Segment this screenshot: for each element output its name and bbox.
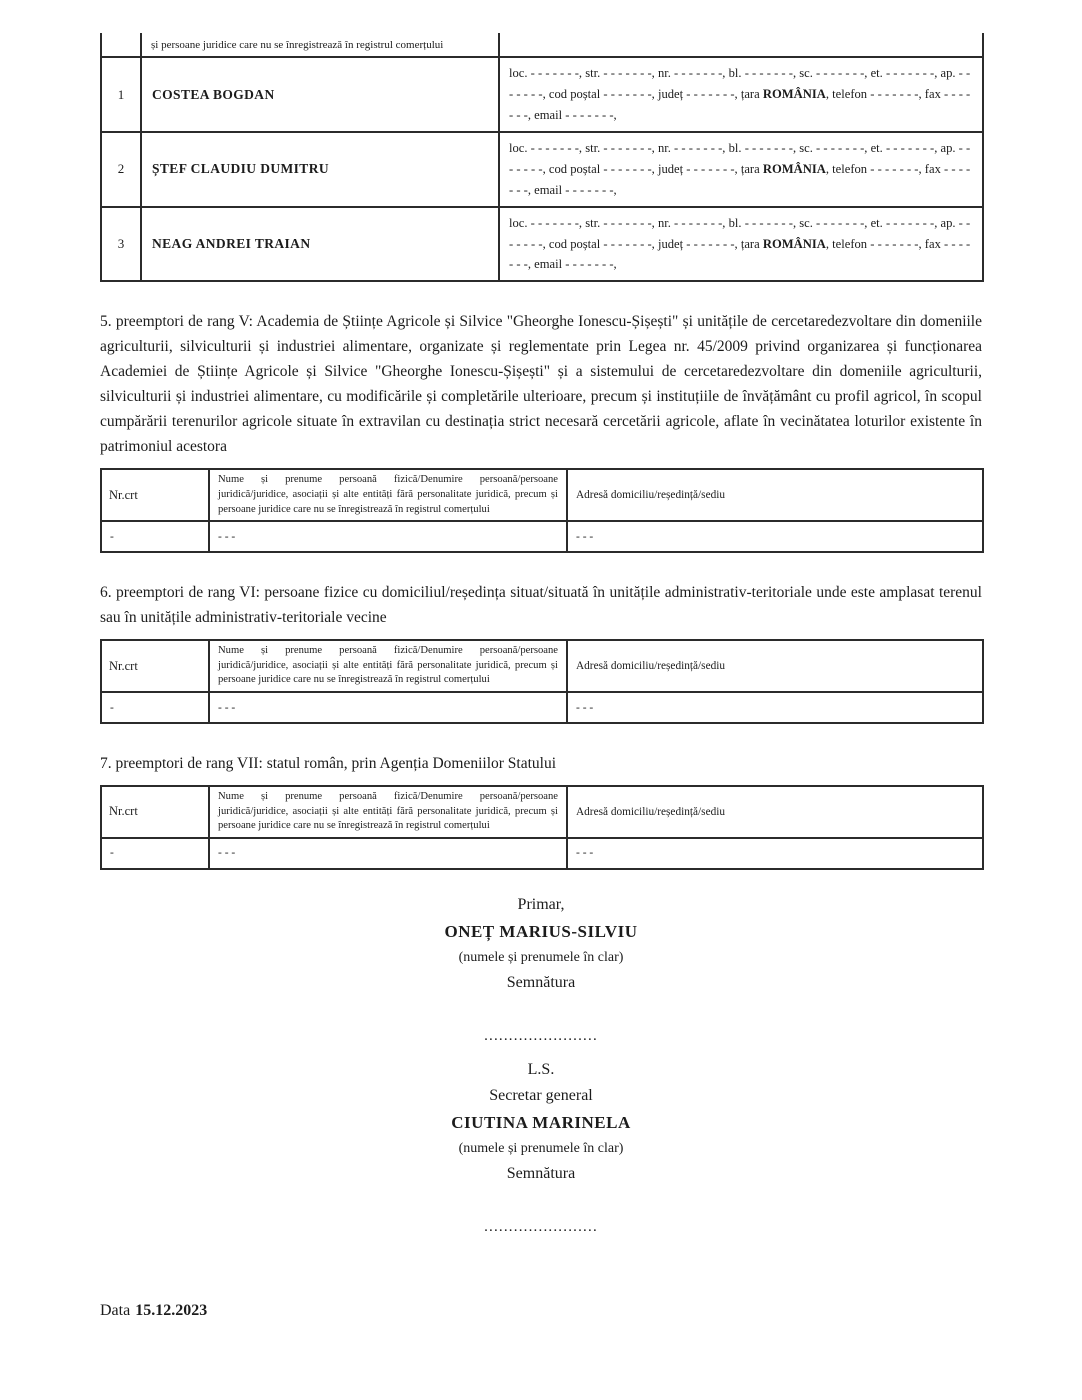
address-cell: - - - <box>567 521 983 552</box>
table-row <box>101 132 983 207</box>
header-nrcrt: Nr.crt <box>101 786 209 838</box>
address-country: ROMÂNIA <box>762 161 826 176</box>
rank7-table <box>100 785 984 870</box>
name-cell: - - - <box>209 521 567 552</box>
header-continuation-cell: și persoane juridice care nu se înregistrează în registrul comerțului <box>141 33 499 57</box>
header-address: Adresă domiciliu/reședință/sediu <box>567 469 983 521</box>
address-cell <box>499 132 983 207</box>
primar-signature-label: Semnătura <box>506 973 576 991</box>
header-name: Nume și prenume persoană fizică/Denumire persoană/persoane juridică/juridice, asociații și alte entități fără personalitate juridică, precum și persoane juridice care nu se înregistrează în registrul comerțului <box>209 786 567 838</box>
secretar-role: Secretar general <box>489 1086 593 1104</box>
primar-signature-line: ....................... <box>484 1027 598 1044</box>
header-name: Nume și prenume persoană fizică/Denumire persoană/persoane juridică/juridice, asociații și alte entități fără personalitate juridică, precum și persoane juridice care nu se înregistrează în registrul comerțului <box>209 469 567 521</box>
row-number: 2 <box>101 132 141 207</box>
section5-paragraph: 5. preemptori de rang V: Academia de Științe Agricole și Silvice "Gheorghe Ionescu-Șișești" și unitățile de cercetaredezvoltare din domeniile agriculturii, silviculturii și industriei alimentare, organizate și reglementate prin Legea nr. 45/2009 privind organizarea și funcționarea Academiei de Științe Agricole și Silvice "Gheorghe Ionescu-Șișești" și a sistemului de cercetaredezvoltare din domeniile agriculturii, silviculturii și industriei alimentare, cu modificările și completările ulterioare, precum și instituțiile de învățământ cu profil agricol, în scopul cumpărării terenurilor agricole situate în extravilan cu destinația strict necesară cercetării agricole, aflate în vecinătatea loturilor existente în patrimoniul acestora <box>100 313 982 456</box>
header-name: Nume și prenume persoană fizică/Denumire persoană/persoane juridică/juridice, asociații și alte entități fără personalitate juridică, precum și persoane juridice care nu se înregistrează în registrul comerțului <box>209 640 567 692</box>
table-row <box>101 33 983 57</box>
preemptor-name: ȘTEF CLAUDIU DUMITRU <box>141 132 499 207</box>
header-address: Adresă domiciliu/reședință/sediu <box>567 786 983 838</box>
table-header-row <box>101 786 983 838</box>
header-nrcrt: Nr.crt <box>101 640 209 692</box>
secretar-signature-line: ....................... <box>484 1218 598 1235</box>
secretar-name: CIUTINA MARINELA <box>451 1112 631 1132</box>
rank6-table <box>100 639 984 724</box>
signature-section <box>100 896 982 1236</box>
address-country: ROMÂNIA <box>762 87 826 102</box>
date-value: 15.12.2023 <box>135 1301 208 1319</box>
rank5-table <box>100 468 984 553</box>
preemptors-named-table <box>100 33 984 282</box>
secretar-note: (numele și prenumele în clar) <box>458 1140 624 1156</box>
section6-paragraph: 6. preemptori de rang VI: persoane fizice cu domiciliul/reședința situat/situată în unitățile administrativ-teritoriale unde este amplasat terenul sau în unitățile administrativ-teritoriale vecine <box>100 584 982 627</box>
primar-role: Primar, <box>517 895 565 913</box>
preemptor-name: COSTEA BOGDAN <box>141 57 499 132</box>
address-cell-empty <box>499 33 983 57</box>
address-text-after: , telefon - - - - - - -, fax - - - - - - -, email - - - - - - -, <box>509 87 971 122</box>
address-country: ROMÂNIA <box>762 236 826 251</box>
address-text: loc. - - - - - - -, str. - - - - - - -, nr. - - - - - - -, bl. - - - - - - -, sc. - - - - - - -, et. - - - - - - -, ap. - - - - - - -, cod poștal - - - - - - -, județ - - - - - - -, țara <box>509 141 971 176</box>
address-cell: - - - <box>567 692 983 723</box>
section7-paragraph: 7. preemptori de rang VII: statul român, prin Agenția Domeniilor Statului <box>100 755 557 772</box>
name-cell: - - - <box>209 692 567 723</box>
header-nrcrt: Nr.crt <box>101 469 209 521</box>
row-number: 1 <box>101 57 141 132</box>
primar-name: ONEȚ MARIUS-SILVIU <box>444 921 638 941</box>
address-cell <box>499 207 983 282</box>
address-text: loc. - - - - - - -, str. - - - - - - -, nr. - - - - - - -, bl. - - - - - - -, sc. - - - - - - -, et. - - - - - - -, ap. - - - - - - -, cod poștal - - - - - - -, județ - - - - - - -, țara <box>509 66 971 102</box>
ls-label: L.S. <box>527 1060 555 1078</box>
nr-cell-empty <box>101 33 141 57</box>
primar-note: (numele și prenumele în clar) <box>458 949 624 965</box>
address-text-after: , telefon - - - - - - -, fax - - - - - - -, email - - - - - - -, <box>509 236 971 272</box>
row-number: - <box>101 692 209 723</box>
address-cell: - - - <box>567 838 983 869</box>
date-label: Data <box>100 1301 131 1319</box>
table-row <box>101 207 983 282</box>
preemptor-name: NEAG ANDREI TRAIAN <box>141 207 499 282</box>
address-text: loc. - - - - - - -, str. - - - - - - -, nr. - - - - - - -, bl. - - - - - - -, sc. - - - - - - -, et. - - - - - - -, ap. - - - - - - -, cod poștal - - - - - - -, județ - - - - - - -, țara <box>509 215 971 251</box>
table-header-row <box>101 640 983 692</box>
address-cell <box>499 57 983 132</box>
table-row <box>101 57 983 132</box>
row-number: - <box>101 521 209 552</box>
row-number: 3 <box>101 207 141 282</box>
table-header-row <box>101 469 983 521</box>
table-row <box>101 521 983 552</box>
name-cell: - - - <box>209 838 567 869</box>
table-row <box>101 838 983 869</box>
table-row <box>101 692 983 723</box>
secretar-signature-label: Semnătura <box>506 1164 576 1182</box>
date-line <box>100 1302 982 1320</box>
header-address: Adresă domiciliu/reședință/sediu <box>567 640 983 692</box>
row-number: - <box>101 838 209 869</box>
address-text-after: , telefon - - - - - - -, fax - - - - - - -, email - - - - - - -, <box>509 161 971 197</box>
